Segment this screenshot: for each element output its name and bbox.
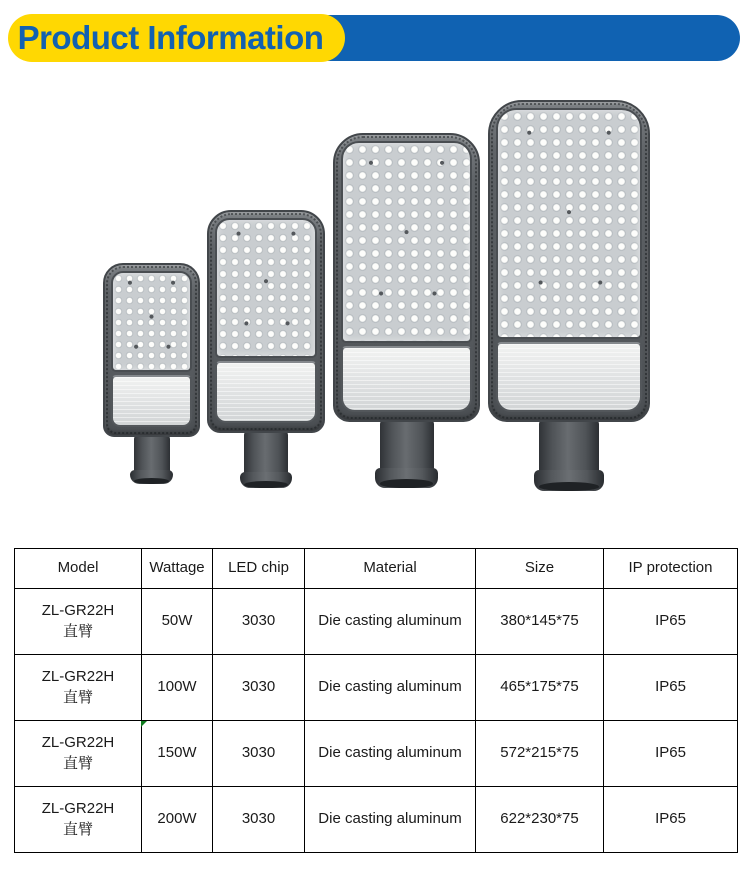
mounting-arm: [244, 431, 288, 486]
cell-model: [15, 787, 142, 853]
model-name-cn: 直臂: [62, 622, 93, 640]
street-light-medium: [207, 210, 325, 486]
cell-led-chip: 3030: [213, 787, 305, 853]
cell-led-chip: 3030: [213, 721, 305, 787]
model-name-cn: 直臂: [62, 754, 93, 772]
column-header-wattage: Wattage: [142, 549, 213, 589]
arm-foot: [375, 468, 439, 488]
cell-size: 465*175*75: [476, 655, 604, 721]
led-panel-icon: [496, 108, 642, 339]
diffuser-panel: [111, 375, 192, 427]
model-code: ZL-GR22H: [41, 668, 115, 686]
cell-wattage: 50W: [142, 589, 213, 655]
cell-size: 622*230*75: [476, 787, 604, 853]
led-panel-icon: [215, 218, 317, 358]
table-row: [15, 589, 738, 655]
street-light-small: [103, 263, 200, 482]
table-row: [15, 655, 738, 721]
led-panel-icon: [341, 141, 472, 343]
model-code: ZL-GR22H: [41, 800, 115, 818]
header-pill: [8, 14, 345, 62]
cell-corner-marker: [141, 721, 147, 727]
cell-ip: IP65: [604, 721, 738, 787]
column-header-size: Size: [476, 549, 604, 589]
lamp-housing: [207, 210, 325, 433]
cell-ip: IP65: [604, 787, 738, 853]
cell-material: Die casting aluminum: [305, 655, 476, 721]
column-header-model: Model: [15, 549, 142, 589]
diffuser-panel: [215, 361, 317, 423]
cell-material: Die casting aluminum: [305, 787, 476, 853]
page-title: Product Information: [17, 19, 324, 56]
mounting-arm: [539, 420, 599, 489]
cell-model: [15, 655, 142, 721]
led-panel-icon: [111, 271, 192, 372]
cell-size: 380*145*75: [476, 589, 604, 655]
diffuser-panel: [496, 342, 642, 412]
street-light-large: [333, 133, 480, 486]
model-name-cn: 直臂: [62, 688, 93, 706]
column-header-led-chip: LED chip: [213, 549, 305, 589]
cell-wattage: 200W: [142, 787, 213, 853]
table-header-row: [15, 549, 738, 589]
arm-foot: [130, 470, 172, 484]
column-header-material: Material: [305, 549, 476, 589]
cell-wattage: 150W: [142, 721, 213, 787]
cell-ip: IP65: [604, 589, 738, 655]
table-row: [15, 787, 738, 853]
arm-foot: [534, 470, 605, 491]
model-code: ZL-GR22H: [41, 602, 115, 620]
cell-model: [15, 589, 142, 655]
cell-led-chip: 3030: [213, 589, 305, 655]
cell-ip: IP65: [604, 655, 738, 721]
arm-foot: [240, 472, 292, 489]
lamp-housing: [333, 133, 480, 422]
model-name-cn: 直臂: [62, 820, 93, 838]
model-code: ZL-GR22H: [41, 734, 115, 752]
spec-table: [14, 548, 738, 853]
cell-led-chip: 3030: [213, 655, 305, 721]
cell-model: [15, 721, 142, 787]
lamp-housing: [488, 100, 650, 422]
cell-material: Die casting aluminum: [305, 589, 476, 655]
cell-material: Die casting aluminum: [305, 721, 476, 787]
street-light-xlarge: [488, 100, 650, 489]
cell-wattage: 100W: [142, 655, 213, 721]
diffuser-panel: [341, 346, 472, 412]
lamp-housing: [103, 263, 200, 437]
mounting-arm: [134, 435, 170, 482]
cell-size: 572*215*75: [476, 721, 604, 787]
mounting-arm: [380, 420, 434, 486]
table-row: [15, 721, 738, 787]
column-header-ip: IP protection: [604, 549, 738, 589]
